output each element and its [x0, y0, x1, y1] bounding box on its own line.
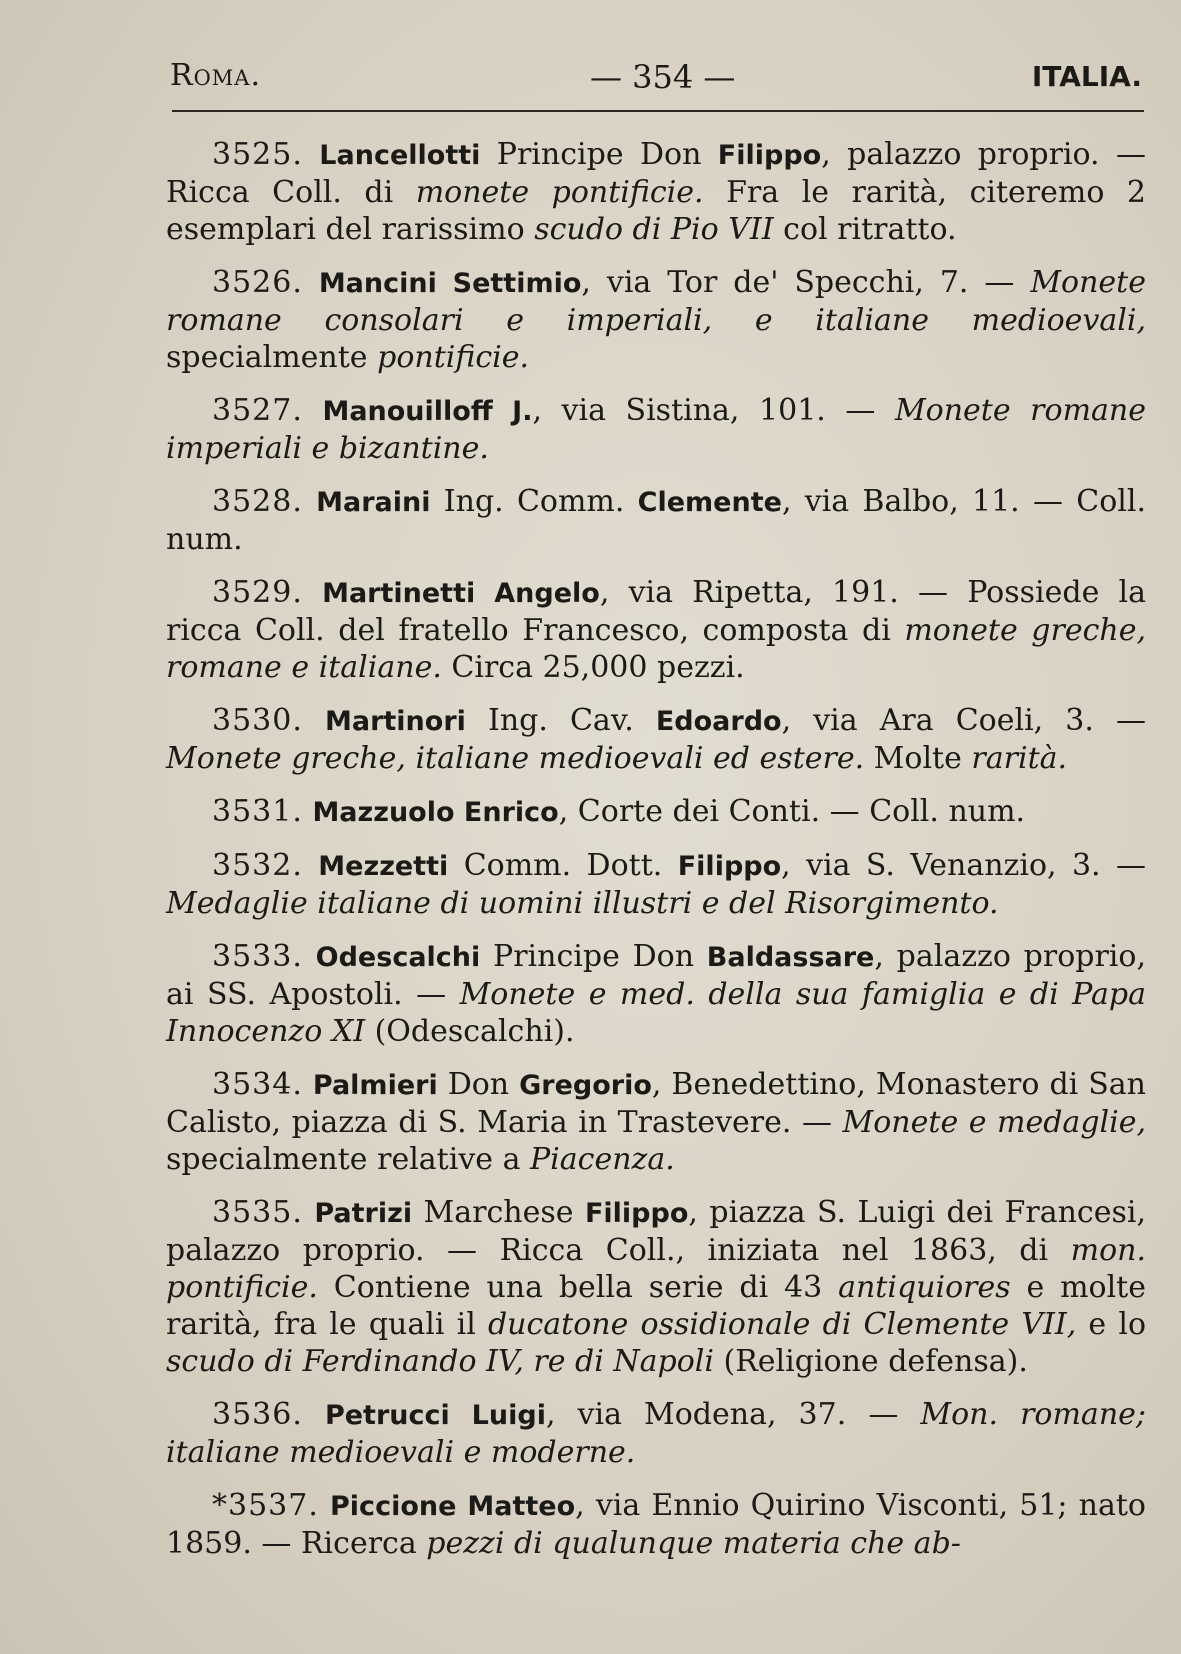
- list-item: [166, 1194, 1146, 1380]
- entry-text: , via Sistina, 101. —: [532, 393, 895, 428]
- entry-italic: antiquiores: [838, 1270, 1011, 1305]
- entry-number: *3537.: [212, 1488, 319, 1523]
- entry-italic: scudo di Ferdinando IV, re di Napoli: [166, 1344, 714, 1379]
- entry-text: Ing. Cav.: [465, 703, 656, 738]
- entry-text: Don: [437, 1067, 520, 1102]
- list-item: [166, 264, 1146, 376]
- entry-text: , palazzo proprio, ai SS. Apostoli. —: [166, 939, 1147, 1012]
- list-item: [166, 483, 1146, 558]
- entry-name: Palmieri: [312, 1070, 438, 1101]
- entry-italic: pezzi di qualunque materia che ab-: [426, 1526, 961, 1561]
- entry-text: , palazzo proprio. — Ricca Coll. di: [166, 137, 1146, 210]
- entry-italic: Piacenza.: [529, 1142, 675, 1177]
- entry-text: Marchese: [412, 1195, 585, 1230]
- entry-name-2: Filippo: [717, 140, 822, 171]
- entry-text: , via Ennio Quirino Visconti, 51; nato 1859. — Ricerca: [166, 1488, 1146, 1561]
- entry-text: Principe Don: [480, 939, 707, 974]
- entry-italic: pontificie.: [377, 340, 530, 375]
- entry-text: (Religione defensa).: [713, 1344, 1028, 1379]
- list-item: [166, 392, 1146, 467]
- list-item: [166, 574, 1146, 686]
- entry-name-2: Filippo: [584, 1198, 689, 1229]
- entry-number: 3525.: [212, 137, 303, 172]
- entry-name: Lancellotti: [319, 140, 481, 171]
- entry-text: Circa 25,000 pezzi.: [441, 650, 745, 685]
- entry-italic: ducatone ossidionale di Clemente VII,: [487, 1307, 1077, 1342]
- entry-text: , piazza S. Luigi dei Francesi, palazzo proprio. — Ricca Coll., iniziata nel 1863, di: [166, 1195, 1146, 1268]
- entry-italic: mon. pontificie.: [166, 1233, 1146, 1305]
- entry-text: Ing. Comm.: [430, 484, 638, 519]
- entry-text: , via S. Venanzio, 3. —: [781, 848, 1146, 883]
- entry-number: 3533.: [212, 939, 303, 974]
- entry-text: , via Balbo, 11. — Coll. num.: [166, 484, 1146, 557]
- header-city: Roma.: [170, 58, 262, 93]
- entry-italic: Medaglie italiane di uomini illustri e del Risorgimento.: [166, 886, 999, 921]
- entry-text: , Corte dei Conti. — Coll. num.: [558, 794, 1026, 829]
- entry-text: (Odescalchi).: [365, 1014, 575, 1049]
- entry-number: 3529.: [212, 575, 303, 610]
- entry-italic: Mon. romane; italiane medioevali e moderne.: [166, 1397, 1146, 1470]
- entry-number: 3527.: [212, 393, 303, 428]
- entry-italic: Monete e med. della sua famiglia e di Papa Innocenzo XI: [166, 977, 1146, 1049]
- entry-number: 3528.: [212, 484, 303, 519]
- entry-number: 3526.: [212, 265, 303, 300]
- entry-name: Petrucci Luigi: [324, 1400, 546, 1431]
- entry-text: , via Ripetta, 191. — Possiede la ricca Coll. del fratello Francesco, composta di: [166, 575, 1146, 648]
- entry-text: , via Tor de' Specchi, 7. —: [581, 265, 1031, 300]
- entry-name-2: Edoardo: [655, 706, 782, 737]
- entry-name: Martinetti Angelo: [322, 578, 600, 609]
- entry-name-2: Clemente: [637, 487, 782, 518]
- entry-number: 3532.: [212, 848, 303, 883]
- entry-text: Principe Don: [480, 137, 718, 172]
- entry-text: specialmente: [166, 340, 378, 375]
- entry-text: Comm. Dott.: [448, 848, 678, 883]
- entry-italic: monete greche, romane e italiane.: [166, 613, 1146, 685]
- entry-name-2: Gregorio: [519, 1070, 652, 1101]
- entry-text: , via Modena, 37. —: [545, 1397, 921, 1432]
- entry-text: , Benedettino, Monastero di San Calisto, piazza di S. Maria in Trastevere. —: [166, 1067, 1146, 1140]
- list-item: [166, 1396, 1146, 1471]
- entry-number: 3535.: [212, 1195, 303, 1230]
- entry-name-2: Filippo: [677, 851, 782, 882]
- list-item: [166, 1487, 1146, 1562]
- entry-number: 3530.: [212, 703, 303, 738]
- list-item: [166, 1066, 1146, 1178]
- entry-italic: rarità.: [971, 741, 1068, 776]
- entry-name: Mezzetti: [318, 851, 449, 882]
- entry-italic: Monete romane imperiali e bizantine.: [166, 393, 1146, 466]
- entry-text: col ritratto.: [773, 212, 957, 247]
- list-item: [166, 702, 1146, 777]
- running-header: [170, 58, 1142, 102]
- entry-text: Contiene una bella serie di 43: [317, 1270, 839, 1305]
- entry-name: Piccione Matteo: [330, 1491, 576, 1522]
- list-item: [166, 938, 1146, 1050]
- entry-text: specialmente relative a: [166, 1142, 530, 1177]
- entry-list: [166, 136, 1146, 1578]
- entry-name-2: Baldassare: [706, 942, 875, 973]
- entry-name: Martinori: [324, 706, 466, 737]
- header-rule: [172, 110, 1144, 112]
- entry-name: Manouilloff J.: [322, 396, 533, 427]
- entry-italic: Monete e medaglie,: [842, 1105, 1147, 1140]
- entry-italic: Monete romane consolari e imperiali, e italiane medioevali,: [166, 265, 1146, 338]
- page-number: — 354 —: [590, 58, 736, 96]
- entry-text: , via Ara Coeli, 3. —: [781, 703, 1146, 738]
- entry-italic: scudo di Pio VII: [534, 212, 774, 247]
- entry-italic: Monete greche, italiane medioevali ed estere.: [166, 741, 865, 776]
- entry-number: 3531.: [212, 794, 303, 829]
- entry-name: Mazzuolo Enrico: [312, 797, 559, 828]
- list-item: [166, 847, 1146, 922]
- entry-text: Fra le rarità, citeremo 2 esemplari del rarissimo: [166, 175, 1146, 247]
- entry-text: Molte: [864, 741, 972, 776]
- entry-name: Maraini: [316, 487, 431, 518]
- header-country: ITALIA.: [1031, 60, 1142, 93]
- list-item: [166, 793, 1146, 831]
- entry-name: Mancini Settimio: [318, 268, 582, 299]
- entry-italic: monete pontificie.: [415, 175, 704, 210]
- entry-text: e molte rarità, fra le quali il: [166, 1270, 1146, 1342]
- entry-number: 3536.: [212, 1397, 303, 1432]
- list-item: [166, 136, 1146, 248]
- entry-name: Odescalchi: [315, 942, 481, 973]
- entry-text: e lo: [1076, 1307, 1147, 1342]
- entry-number: 3534.: [212, 1067, 303, 1102]
- entry-name: Patrizi: [314, 1198, 413, 1229]
